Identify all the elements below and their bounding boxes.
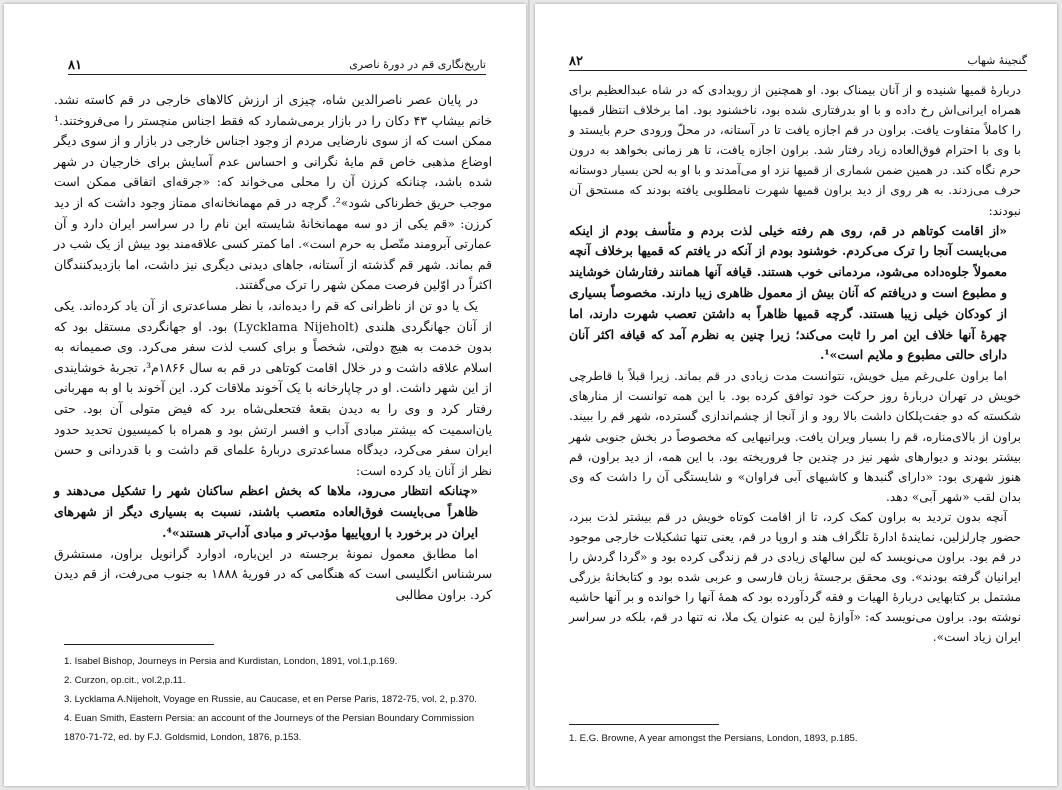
book-gutter [528, 0, 530, 790]
footnote: 3. Lycklama A.Nijeholt, Voyage en Russie, au Caucase, et en Perse Paris, 1872-75, vol. 2, p.370. [64, 694, 477, 705]
footnote-separator [569, 724, 719, 725]
left-footnotes [64, 652, 484, 747]
left-page [4, 4, 526, 786]
footnote-separator [64, 644, 214, 645]
footnote: 2. Curzon, op.cit., vol.2,p.11. [64, 675, 186, 686]
right-header-title: گنجینهٔ شهاب [967, 54, 1027, 67]
footnote: 1. E.G. Browne, A year amongst the Persians, London, 1893, p.185. [569, 733, 858, 744]
left-page-number: ۸۱ [68, 58, 82, 73]
block-quote: «از اقامت کوتاهم در قم، روی هم رفته خیلی لذت بردم و متأسف بودم از اینکه می‌بایست آنجا را ترک می‌کردم. خوشنود بودم از آنکه در یافتم که قمیها برخلاف آنچه معمولاً جلوه‌داده می‌شود، مردمانی خوب هستند. قیافه آنها همانند رفتارشان خوشایند و مطبوع است و دریافتم که آنان بیش از معمول ظاهری زیبا دارند. مخصوصاً بسیاری از کودکان خیلی زیبا هستند. گرچه قمیها ظاهراً به داشتن تعصب شهرت دارند، اما چهرهٔ آنها خلاف این امر را ثابت می‌کند؛ زیرا چنین به نظرم آمد که قیافه اکثر آنان دارای حالتی مطبوع و ملایم است»¹. [569, 222, 1007, 363]
paragraph: آنچه بدون تردید به براون کمک کرد، تا از اقامت کوتاه خویش در قم بیشتر لذت ببرد، حضور چارلزلین، نمایندهٔ ادارهٔ تلگراف هند و اروپا در قم، یعنی تنها تشکیلات خارجی موجود در قم بود. براون می‌نویسد که لین سالهای زیادی در قم زندگی کرده بود و «گردا گردش را ایرانیان گرفته بودند». وی محقق برجستهٔ زبان فارسی و عربی شده بود و کتابخانهٔ بزرگی مشتمل بر کتابهایی دربارهٔ الهیات و فقه گردآورده بود که همهٔ آنها را خوانده و بر آنها حاشیه نوشته بود. براون می‌نویسد که: «آوازهٔ لین به عنوان یک ملا، نه تنها در قم، بلکه در سراسر ایران زیاد است». [569, 509, 1021, 645]
right-body-text [569, 80, 1021, 648]
paragraph: دربارهٔ قمیها شنیده و از آنان بیمناک بود. او همچنین از رویدادی که در شاه عبدالعظیم برای همراه ایرانی‌اش رخ داده و با او بدرفتاری شده بود، ناخشنود بود. اما برخلاف انتظار قمیها را کاملاً متفاوت یافت. براون در قم اجازه یافت تا در آستانه، در محلّ ورودی حرم بایستد و با وی با احترام فوق‌العاده زیاد رفتار شد. براون اجازه یافت، تا هر زمانی بخواهد به درون حرم نگاه کند. در همین ضمن شماری از قمیها نزد او می‌آمدند و با او به لحن بسیار دوستانه حرف می‌زدند. به هر روی از دید براون قمیها شهرت نامطلوبی یافته بودند که مستحق آن نبودند: [569, 83, 1021, 218]
right-running-header [569, 48, 1027, 71]
paragraph: در پایان عصر ناصرالدین شاه، چیزی از ارزش کالاهای خارجی در قم کاسته نشد. خانم بیشاپ ۴۳ دکان را در بازار برمی‌شمارد که فقط اجناس منچستر را می‌فروختند.¹ ممکن است که از سوی نارضایی مردم از وجود اجناس خارجی در بازار و از سوی دیگر اوضاع مذهبی خاص قم مایهٔ نگرانی و احساس عدم آسایش برای خارجیان در شهر شده باشد، چنانکه کرزن آن را محلی می‌خواند که: «جرقه‌ای اتفاقی ممکن است موجب حریق خطرناکی شود»². گرچه در قم مهمانخانه‌ای ممتاز وجود داشت که از دید کرزن: «قم یکی از دو سه مهمانخانهٔ شایسته این نام را در سراسر ایران دارد و آن عمارتی آبرومند متّصل به حرم است». اما کمتر کسی علاقه‌مند بود بیش از یک شب در قم بماند. شهر قم گذشته از آستانه، جاهای دیدنی دیگری نیز داشت، اما بازدیدکنندگان اکثراً در اوّلین فرصت ممکن شهر را ترک می‌گفتند. [54, 93, 493, 293]
left-header-title: تاریخ‌نگاری قم در دورهٔ ناصری [349, 58, 486, 71]
right-footnotes [569, 729, 1029, 748]
left-running-header [68, 52, 486, 75]
paragraph: اما مطابق معمول نمونهٔ برجسته در این‌باره، ادوارد گرانویل براون، مستشرق سرشناس انگلیسی است که هنگامی که در فوریهٔ ۱۸۸۸ به جنوب می‌رفت، از قم دیدن کرد. براون مطالبی [54, 546, 492, 602]
block-quote: «چنانکه انتظار می‌رود، ملاها که بخش اعظم ساکنان شهر را تشکیل می‌دهند و ظاهراً می‌بایست فوق‌العاده متعصب باشند، نسبت به بسیاری دیگر از شهرهای ایران در برخورد با اروپاییها مؤدب‌تر و مبادی آداب‌تر هستند»⁴. [54, 483, 478, 540]
right-page [535, 4, 1057, 786]
footnote: 1. Isabel Bishop, Journeys in Persia and Kurdistan, London, 1891, vol.1,p.169. [64, 656, 398, 667]
paragraph: یک یا دو تن از ناظرانی که قم را دیده‌اند، با نظر مساعدتری از آن یاد کرده‌اند. یکی از آنان جهانگردی هلندی (Lycklama Nijeholt) بود. او جهانگردی مستقل بود که بدون خدمت به هیچ دولتی، شخصاً و برای کسب لذت سفر می‌کرد. وی صمیمانه به اسلام علاقه داشت و در خلال اقامت کوتاهی در قم به سال ۱۸۶۶م³، تجربهٔ خوشایندی از این شهر داشت. او در چاپارخانه با یک آخوند ملاقات کرد. این آخوند با او به مهربانی رفتار کرد و وی را به دیدن بقعهٔ فتحعلی‌شاه برد که فیض متولی آن بود. حتی یان‌اسمیت که بیشتر مبادی آداب و افسر ارتش بود و همراه با کمیسیون تحدید حدود ایران سفر می‌کرد، دیدگاه مساعدتری دربارهٔ علمای قم داشت و با قدردانی و حسن نظر از آنان یاد کرده است: [54, 298, 492, 478]
left-body-text [54, 90, 492, 605]
footnote: 4. Euan Smith, Eastern Persia: an account of the Journeys of the Persian Boundary Commission 1870-71-72, ed. by F.J. Goldsmid, London, 1876, p.153. [64, 713, 475, 743]
paragraph: اما براون علی‌رغم میل خویش، نتوانست مدت زیادی در قم بماند. زیرا قبلاً با قاطرچی خویش در تهران دربارهٔ روز حرکت خود توافق کرده بود. با این همه توانست از منارهای شکسته که دو جفت‌پلکان داشت بالا رود و از آنجا از چشم‌اندازی گسترده، شهر قم را ببیند. براون از بالای‌مناره، قم را بسیار ویران یافت. ویرانیهایی که مخصوصاً در بخش جنوبی شهر بیشتر بودند و دیوارهای شهر نیز در چندین جا فروریخته بود. با این همه، از دید براون، قم هنوز شهری بود: «دارای گنبدها و کاشیهای آبی فراوان» و شایستگی آن را داشت که وی بدان لقب «شهر آبی» دهد. [569, 369, 1021, 504]
right-page-number: ۸۲ [569, 54, 583, 69]
